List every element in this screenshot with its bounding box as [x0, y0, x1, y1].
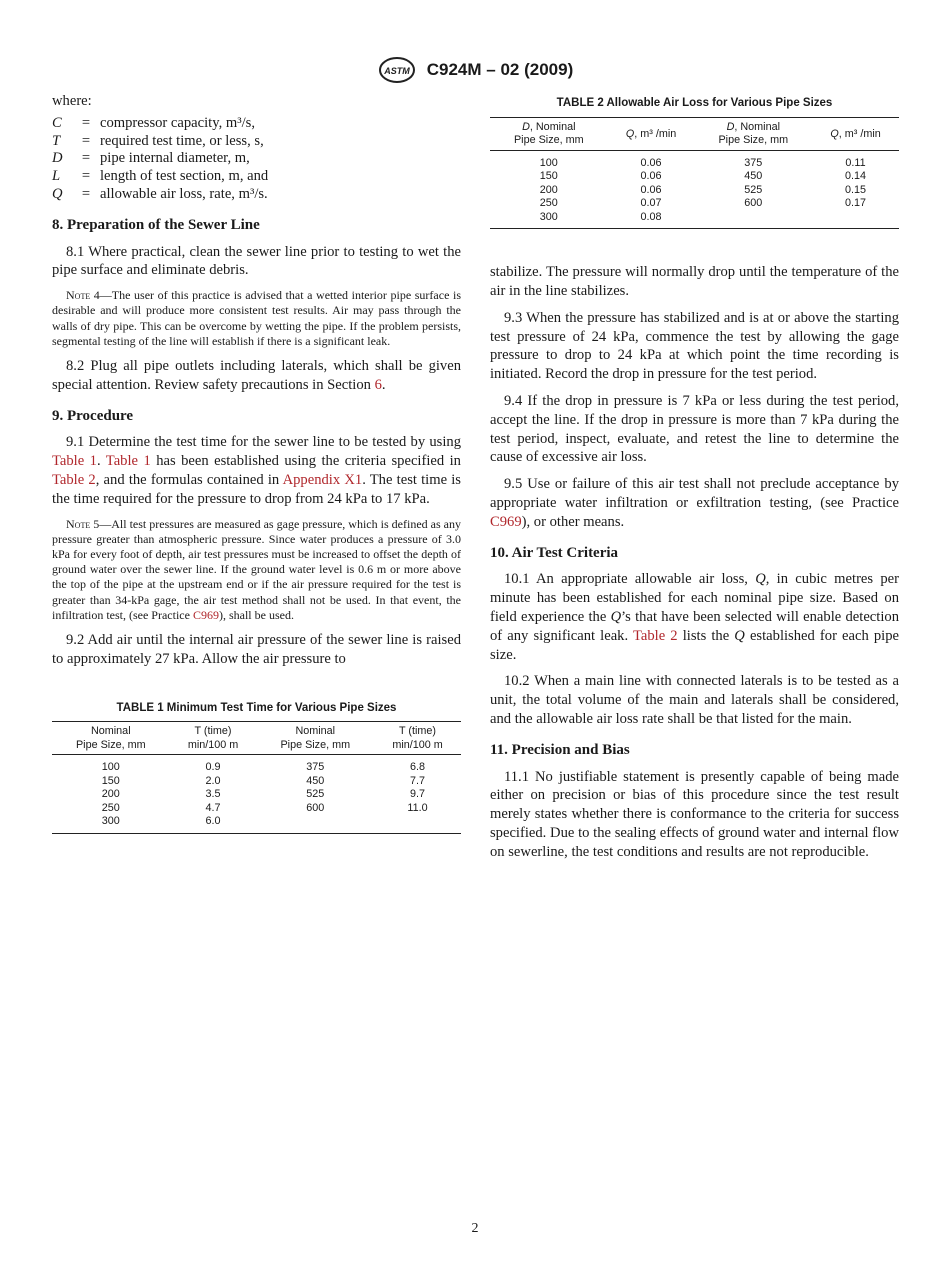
table-cell: 300 — [539, 210, 558, 223]
table-cell: 150 — [101, 774, 120, 787]
table-cell: 0.08 — [640, 210, 662, 223]
table-cell — [694, 211, 812, 225]
table-1-column-header: T (time) min/100 m — [374, 722, 461, 755]
table-cell: 300 — [101, 815, 120, 828]
table-cell: 3.5 — [205, 788, 221, 801]
table-2 — [490, 94, 899, 229]
table-cell — [256, 815, 374, 829]
table-cell: 0.17 — [845, 197, 867, 210]
variables-list — [52, 115, 268, 204]
table-cell: 11.0 — [407, 801, 428, 814]
c969-link[interactable]: C969 — [490, 513, 522, 530]
table-cell: 0.11 — [845, 156, 866, 169]
table-cell: 9.7 — [410, 788, 426, 801]
table-cell: 150 — [539, 170, 558, 183]
table-row — [490, 150, 899, 170]
table-1-title: TABLE 1 Minimum Test Time for Various Pipe Sizes — [116, 701, 397, 714]
table-2-link[interactable]: Table 2 — [52, 471, 96, 488]
variable-row: D = pipe internal diameter, m, — [52, 150, 250, 167]
c969-link[interactable]: C969 — [192, 607, 219, 622]
table-cell: 0.06 — [640, 156, 662, 169]
table-cell: 250 — [101, 801, 120, 814]
table-1-column-header: Nominal Pipe Size, mm — [52, 722, 170, 755]
variable-row: C = compressor capacity, m³/s, — [52, 114, 255, 131]
table-cell: 375 — [744, 156, 763, 169]
para-10-1: 10.1 An appropriate allowable air loss, Q, in cubic metres per minute has been established for each nominal pipe size. Based on field experience the Q’s that have been selected will enable detection of any significant leak. Table 2 lists the Q established for each pipe size. — [490, 571, 900, 663]
table-cell: 100 — [101, 761, 120, 774]
table-2-link[interactable]: Table 2 — [632, 627, 678, 644]
table-2-column-header: Q, m³ /min — [812, 117, 899, 150]
note-4: Note 4—The user of this practice is advised that a wetted interior pipe surface is desirable and will produce more consistent test results. Air may pass through the walls of dry pipe. This can be overcome by wetting the pipe. If the problem persists, segmental testing of the line will establish if there is a significant leak. — [52, 288, 461, 348]
document-designation: C924M – 02 (2009) — [426, 60, 574, 79]
table-cell: 6.8 — [410, 761, 426, 774]
table-cell: 600 — [306, 801, 325, 814]
table-1-link[interactable]: Table 1 — [105, 453, 151, 470]
table-cell: 0.06 — [640, 183, 662, 196]
table-row — [52, 755, 461, 775]
left-column — [52, 92, 461, 834]
table-1-link[interactable]: Table 1 — [52, 453, 97, 470]
section-11-heading: 11. Precision and Bias — [490, 741, 630, 758]
table-cell: 6.0 — [205, 815, 221, 828]
table-2-column-header: Q, m³ /min — [608, 117, 695, 150]
para-9-1: 9.1 Determine the test time for the sewer line to be tested by using Table 1. Table 1 has been established using the criteria specified in Table 2, and the formulas contained in Appendix X1. The test time is the time required for the pressure to drop from 24 kPa to 17 kPa. — [52, 434, 461, 507]
variable-row: L = length of test section, m, and — [52, 168, 269, 185]
table-cell: 250 — [539, 197, 558, 210]
note-5: Note 5—All test pressures are measured as gage pressure, which is defined as any pressure greater than atmospheric pressure. Since water produces a pressure of 3.0 kPa for every foot of depth, air test pressures must be increased to offset the depth of ground water over the sewer line. If the ground water level is 0.6 m or more above the top of the pipe at the upstream end or if the air pressure required for the test is greater than 34-kPa gage, the air test method shall not be used. In that event, the infiltration test, (see Practice C969), shall be used. — [52, 516, 461, 622]
table-row — [52, 775, 461, 789]
table-cell — [812, 211, 899, 225]
para-9-2: 9.2 Add air until the internal air pressure of the sewer line is raised to approximately 27 kPa. Allow the air pressure to — [52, 631, 461, 667]
where-intro: where: — [52, 93, 92, 109]
table-cell: 200 — [101, 788, 120, 801]
para-9-5: 9.5 Use or failure of this air test shall not preclude acceptance by appropriate water infiltration or exfiltration testing, (see Practice C969), or other means. — [490, 476, 899, 530]
para-10-2: 10.2 When a main line with connected laterals is to be tested as a unit, the total volume of the main and laterals shall be considered, and the allowable air loss rate shall be that listed for the main. — [490, 673, 899, 728]
table-cell: 525 — [306, 788, 325, 801]
page-number: 2 — [471, 1221, 479, 1236]
table-row — [52, 788, 461, 802]
table-row — [490, 184, 899, 198]
para-8-2: 8.2 Plug all pipe outlets including laterals, which shall be given special attention. Review safety precautions in Section 6. — [52, 357, 461, 393]
table-1-column-header: T (time) min/100 m — [170, 722, 257, 755]
variable-row: T = required test time, or less, s, — [52, 132, 264, 149]
table-1 — [52, 699, 461, 834]
table-cell — [374, 815, 461, 829]
table-row — [52, 802, 461, 816]
table-cell: 2.0 — [205, 774, 221, 787]
section-10-heading: 10. Air Test Criteria — [490, 544, 619, 561]
para-9-4: 9.4 If the drop in pressure is 7 kPa or less during the test period, accept the line. If the drop in pressure is more than 7 kPa during the test period, inspect, evaluate, and retest the line to determine the cause of excessive air loss. — [490, 393, 899, 466]
para-9-2-continued: stabilize. The pressure will normally drop until the temperature of the air in the line stabilizes. — [490, 264, 899, 300]
table-cell: 0.07 — [640, 197, 662, 210]
table-2-column-header: D, Nominal Pipe Size, mm — [490, 117, 608, 150]
table-cell: 450 — [744, 170, 763, 183]
table-cell: 0.06 — [640, 170, 662, 183]
table-cell: 450 — [306, 774, 325, 787]
right-column — [490, 94, 899, 870]
table-cell: 0.15 — [845, 183, 867, 196]
appendix-x1-link[interactable]: Appendix X1 — [282, 471, 363, 488]
variable-row: Q = allowable air loss, rate, m³/s. — [52, 185, 268, 202]
section-9-heading: 9. Procedure — [52, 407, 134, 424]
table-row — [490, 170, 899, 184]
table-cell: 100 — [539, 156, 558, 169]
table-cell: 4.7 — [205, 801, 221, 814]
table-cell: 525 — [744, 183, 763, 196]
astm-logo-icon — [377, 56, 417, 84]
table-2-title: TABLE 2 Allowable Air Loss for Various Pipe Sizes — [556, 97, 833, 109]
table-2-column-header: D, Nominal Pipe Size, mm — [694, 117, 812, 150]
table-cell: 375 — [306, 761, 325, 774]
page-header — [0, 56, 950, 84]
table-cell: 0.9 — [205, 761, 221, 774]
table-1-column-header: Nominal Pipe Size, mm — [256, 722, 374, 755]
section-8-heading: 8. Preparation of the Sewer Line — [52, 216, 260, 233]
table-cell: 0.14 — [845, 170, 867, 183]
svg-text:ASTM: ASTM — [384, 66, 410, 76]
para-8-1: 8.1 Where practical, clean the sewer line prior to testing to wet the pipe surface and eliminate debris. — [52, 243, 461, 279]
table-cell: 7.7 — [410, 774, 426, 787]
para-9-3: 9.3 When the pressure has stabilized and is at or above the starting test pressure of 24 kPa, commence the test by allowing the gage pressure to drop to 24 kPa at which point the time recording is initiated. Record the drop in pressure for the test period. — [490, 309, 899, 383]
para-11-1: 11.1 No justifiable statement is presently capable of being made either on precision or bias of this procedure since the test result merely states whether there is conformance to the criteria for success specified. Due to the sealing effects of ground water and internal flow on sewerline, the test conditions and results are not reproducible. — [490, 768, 899, 860]
table-cell: 600 — [744, 197, 763, 210]
table-row — [52, 815, 461, 829]
table-cell: 200 — [539, 183, 558, 196]
table-row — [490, 197, 899, 211]
table-row — [490, 211, 899, 225]
section-6-link[interactable]: 6 — [374, 376, 382, 393]
